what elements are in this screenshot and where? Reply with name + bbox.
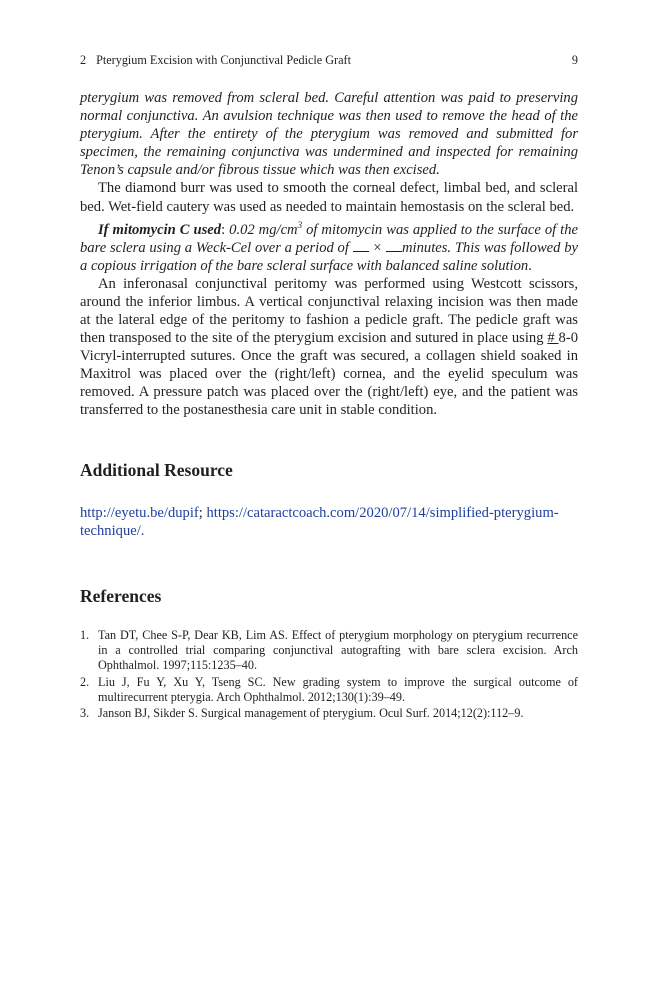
paragraph-mitomycin [80,216,578,275]
peritomy-text-end: 8-0 Vicryl-interrupted sutures. Once the graft was secured, a collagen shield soaked in Maxitrol was placed over the (right/left) cornea, and the eyelid speculum was removed. A pressure patch was placed over the (right/left) eye, and the patient was transferred to the postanesthesia care unit in stable condition. [80,330,578,419]
references-heading: References [80,586,162,606]
paragraph-peritomy [80,275,578,420]
references-list [80,628,578,722]
mitomycin-irrigation: minutes. This was followed by a copious irrigation of the bare scleral surface with balanced saline solution [80,239,578,274]
reference-item [80,675,578,705]
mitomycin-period: . [528,257,532,274]
chapter-number: 2 [80,53,87,67]
peritomy-text: An inferonasal conjunctival peritomy was performed using Westcott scissors, around the inferior limbus. A vertical conjunctival relaxing incision was then made at the lateral edge of the peritomy to fashion a pedicle graft. The pedicle graft was then transposed to the site of the pterygium excision and sutured in place using [80,275,578,347]
reference-item [80,706,578,721]
link-separator: ; [198,505,207,521]
eyetu-link[interactable]: http://eyetu.be/dupif [80,505,199,521]
cataractcoach-link[interactable]: https://cataractcoach.com/2020/07/14/simplified-pterygium-technique/ [80,505,559,540]
running-head-left [80,52,351,68]
page-number: 9 [571,53,578,67]
reference-number: 3. [80,706,90,721]
reference-item [80,628,578,674]
mitomycin-dose: 0.02 mg/cm [229,221,298,238]
duration-blank [353,240,369,252]
suture-number-blank: # [547,330,559,347]
link-period: . [140,523,145,540]
mitomycin-lead: If mitomycin C used [98,221,222,238]
reference-text: Janson BJ, Sikder S. Surgical management of pterygium. Ocul Surf. 2014;12(2):112–9. [98,706,524,721]
reference-text: Tan DT, Chee S-P, Dear KB, Lim AS. Effect of pterygium morphology on pterygium recurrence in a controlled trial comparing conjunctival autografting with bare sclera excision. Arch Ophthalmol. 1997;115:1235–40. [98,628,578,673]
running-head [80,52,578,68]
paragraph-diamond-burr: The diamond burr was used to smooth the corneal defect, limbal bed, and scleral bed. Wet-field cautery was used as needed to maintain hemostasis on the scleral bed. [80,180,578,215]
count-blank [386,240,402,252]
mitomycin-application: of mitomycin was applied to the surface of the bare sclera using a Weck-Cel over a period of [80,221,579,256]
additional-resource-links [80,504,578,540]
chapter-title: Pterygium Excision with Conjunctival Pedicle Graft [96,53,351,67]
mitomycin-colon: : [221,221,230,238]
reference-number: 2. [80,674,90,689]
times-sign: × [368,239,387,256]
body-text [80,89,578,420]
reference-text: Liu J, Fu Y, Xu Y, Tseng SC. New grading system to improve the surgical outcome of multirecurrent pterygia. Arch Ophthalmol. 2012;130(1):39–49. [98,674,578,704]
paragraph-italic-procedure: pterygium was removed from scleral bed. Careful attention was paid to preserving normal conjunctiva. An avulsion technique was then used to remove the head of the pterygium. After the entirety of the pterygium was removed and submitted for specimen, the remaining conjunctiva was undermined and inspected for remaining Tenon’s capsule and/or fibrous tissue which was then excised. [80,90,578,179]
additional-resource-heading: Additional Resource [80,460,233,480]
mitomycin-superscript: 3 [297,219,303,230]
reference-number: 1. [80,628,90,642]
